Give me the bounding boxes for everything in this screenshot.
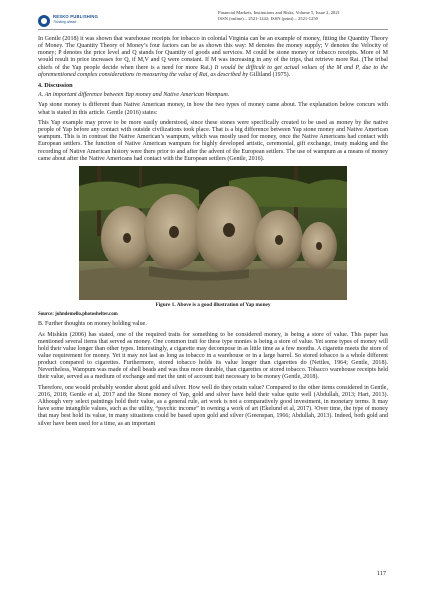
publisher-logo-name: RESKO PUBLISHING [53, 14, 99, 19]
paragraph-1: Yap stone money is different than Native American money, in how the two types of money came about. The explanation below concurs with what is stated in this article. Gentle (2016) states: [38, 102, 388, 116]
intro-text: In Gentle (2018) it was shown that warehouse receipts for tobacco in colonial Virginia can be an example of money, fitting the Quantity Theory of Money. The Quantity Theory of Money’s four factors can be as shown this way: M denotes the money supply; V denotes the Velocity of money; P denotes the price level and Q stands for Quantity of goods and services. M could be stone money or tobacco receipts. More of M would result in price increases for Q, if M,V and Q were constant. If M was increasing in any of the trips, that retrieve more Rai. (The tribal chiefs of the Yap people decide when there is a need for more Rai.) [38, 36, 388, 71]
intro-emphasis: It would be difficult to get actual values of the M and P, due to the aforementioned complex considerations in measuring the value of Rai, as described by [38, 64, 388, 78]
journal-issn-line: ISSN (online) – 2521-1242; ISSN (print) – 2521-1250 [218, 16, 318, 21]
figure-caption: Figure 1. Above is a good illustration of Yap money [155, 302, 271, 309]
journal-header [218, 10, 388, 22]
paragraph-4: Therefore, one would probably wonder about gold and silver. How well do they retain value? Compared to the other items considered in Gentle, 2016, 2018; Gentle et al, 2017 and the Stone money of Yap, gold and silver have held their value quite well (Abdullah, 2013; Hart, 2013). Although very select paintings hold their value, as a general rule, art work is not a comparatively good investment, in monetary terms. It may have some intangible values, such as the utility, “psychic income” in owning a work of art (Ekelund et al, 2017). ²Over time, the type of money that may best hold its value, in many situations could be based upon gold and silver (Greenspan, 1966; Abdullah, 2013). Indeed, both gold and silver have been used for a time, as an important [38, 384, 388, 427]
publisher-logo-icon [38, 15, 50, 27]
intro-citation: Gilliland (1975). [248, 71, 291, 78]
publisher-logo-tagline: Thinking ahead [53, 20, 77, 24]
subsection-heading-a: A. An important difference between Yap money and Native American Wampum. [38, 92, 230, 99]
header-divider [38, 29, 388, 30]
page-number: 117 [376, 570, 386, 577]
journal-title-line: Financial Markets, Institutions and Risks, Volume 5, Issue 2, 2021 [218, 10, 340, 15]
subsection-heading-b: B. Further thoughts on money holding value. [38, 321, 147, 328]
article-body [38, 36, 388, 431]
yap-money-illustration [79, 166, 347, 300]
yap-money-photo [79, 166, 347, 300]
intro-paragraph [38, 36, 388, 79]
section-heading: 4. Discussion [38, 82, 73, 90]
paragraph-3: As Mishkin (2006) has stated, one of the required traits for something to be considered money, is being a store of value. This paper has mentioned several items that served as money. One common trait for these type monies is being a store of value. Yet some types of money will hold their value longer than other types. Interestingly, a cigarette may decompose in as little time as a few months. A cigarette meets the store of value requirement for money. Yet it may not last as long as tobacco in a warehouse or in a large barrel. So stored tobacco is a whole different product compared to cigarettes. Furthermore, stored tobacco holds its value longer than cigarettes do (Nettles, 1964; Gentle, 2018). Nevertheless, Wampum was made of shell beads and was thus more durable, than cigarettes or stored tobacco. Tobacco warehouse receipts held their value, served as a medium of exchange and met the unit of account trait necessary to be money (Gentle, 2018). [38, 331, 388, 381]
figure-source: Source: johndemello.photoshelter.com [38, 312, 118, 318]
paragraph-2: This Yap example may prove to be more easily understood, since these stones were specifically created to be used as money by the native people of Yap before any contact with outside civilizations took place. That is a big difference between Yap stone money and Native American wampum. This is in contrast the Native American’s wampum, which was mostly used for money, once the Native Americans had contact with European settlers. The function of Native American wampum for highly developed artistic, ceremonial, gift exchange, treaty making and the recording of Native American history were there prior to and after the advent of the European settlers. The use of wampum as a means of money came about after the Native Americans had contact with the European settlers (Gentle, 2016). [38, 119, 388, 162]
publisher-logo [38, 14, 110, 30]
